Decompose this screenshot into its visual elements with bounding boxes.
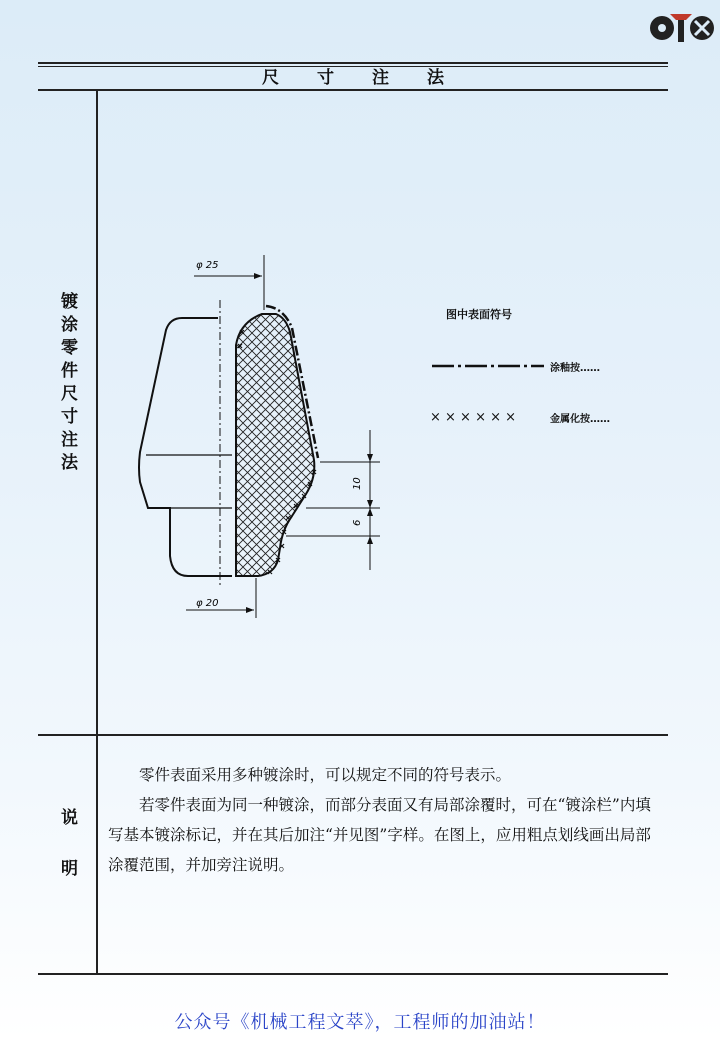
legend-metal-label: 金属化按…… [550, 414, 610, 425]
table-divider-middle [38, 734, 668, 736]
page-title: 尺寸注法 [262, 67, 482, 88]
explanation-paragraph-1: 零件表面采用多种镀涂时，可以规定不同的符号表示。 [139, 766, 512, 784]
table-divider-bottom [38, 973, 668, 975]
section-hatch [236, 314, 314, 576]
part-outline [139, 318, 232, 576]
explanation-paragraph-2: 若零件表面为同一种镀涂，而部分表面又有局部涂覆时，可在“镀涂栏”内填写基本镀涂标记，并在其后加注“并见图”字样。在图上，应用粗点划线画出局部涂覆范围，并加旁注说明。 [108, 796, 651, 874]
legend-glaze-label: 涂釉按…… [550, 363, 600, 374]
section-label-plating: 镀涂零件尺寸注法 [57, 292, 77, 476]
dimension-phi20: φ 20 [196, 598, 219, 609]
legend-title: 图中表面符号 [446, 308, 512, 321]
legend-metal-symbol: × × × × × × [430, 410, 517, 425]
section-label-explanation: 说明 [57, 808, 77, 910]
footer-caption: 公众号《机械工程文萃》，工程师的加油站！ [174, 1012, 546, 1033]
explanation-text [108, 760, 656, 880]
header-title-row [38, 62, 668, 88]
logo-icon [648, 4, 716, 46]
dimension-10: 10 [352, 477, 363, 490]
dimension-6: 6 [352, 519, 363, 526]
dimension-phi25: φ 25 [196, 260, 219, 271]
header-rule-bottom [38, 89, 668, 91]
table-divider-vertical [96, 90, 98, 974]
